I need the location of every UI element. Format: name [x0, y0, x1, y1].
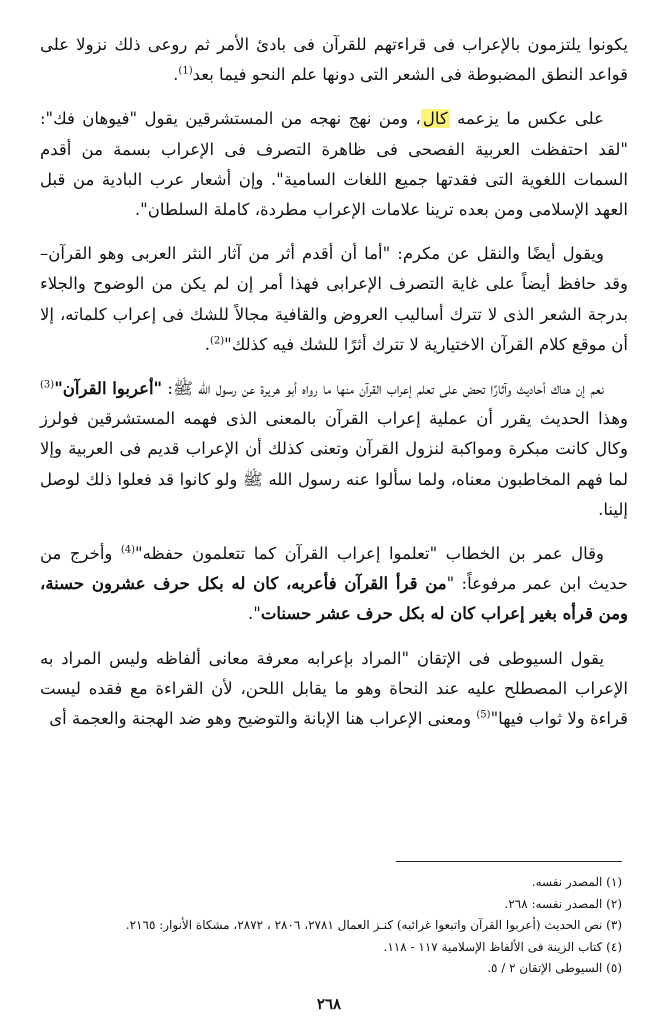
body-text [40, 30, 628, 748]
text-run: يقول السيوطى فى الإتقان "المراد بإعرابه معرفة معانى ألفاظه وليس المراد به الإعراب المصطلح عليه عند النحاة وهو ما يقابل اللحن، لأن القراءة مع فقده ليست قراءة ولا ثواب فيها" [40, 648, 628, 729]
footnote: (٣) نص الحديث (أعربوا القرآن واتبعوا غرائبه) كنـز العمال ٢٧٨١، ٢٨٠٦ ، ٢٨٧٢، مشكاة الأنوار: ٢١٦٥. [125, 918, 622, 932]
text-run: نعم إن هناك أحاديث وآثارًا تحض على تعلم إعراب القرآن منها ما رواه أبو هريرة عن رسول الله ﷺ: [162, 379, 604, 399]
footnote: (١) المصدر نفسه. [531, 875, 622, 889]
bold-text: "أعربوا القرآن" [54, 379, 163, 399]
paragraph [40, 239, 628, 360]
paragraph [40, 374, 628, 525]
footnote-ref: (1) [178, 65, 193, 77]
footnote: (٤) كتاب الزينة فى الألفاظ الإسلامية ١١٧ - ١١٨. [383, 939, 622, 954]
paragraph [40, 30, 628, 90]
footnote: (٥) السيوطى الإتقان ٢ / ٥. [487, 961, 622, 975]
footnotes [62, 872, 622, 980]
text-run: . [204, 334, 210, 354]
text-run: ، ومن نهج نهجه من المستشرقين يقول "فيوهان فك": "لقد احتفظت العربية الفصحى فى ظاهرة التصرف فى الإعراب بسمة من أقدم السمات اللغوية التى فقدتها جميع اللغات السامية". وإن أشعار عرب البادية من قبل العهد الإسلامى ومن بعده ترينا علامات الإعراب مطردة، كاملة السلطان". [40, 109, 628, 220]
text-run: وقال عمر بن الخطاب "تعلموا إعراب القرآن كما تتعلمون حفظه" [135, 544, 604, 564]
footnote: (٢) المصدر نفسه: ٢٦٨. [504, 896, 622, 911]
footnote-divider [396, 861, 622, 862]
text-run: ومعنى الإعراب هنا الإبانة والتوضيح وهو ضد الهجنة والعجمة أى [49, 709, 477, 729]
text-run: وهذا الحديث يقرر أن عملية إعراب القرآن بالمعنى الذى فهمه المستشرقين فولرز وكال كانت مبكرة ومواكبة لنزول القرآن وتعنى كذلك أن الإعراب قديم فى العربية وإلا لما فهم المخاطبون معناه، ولما سألوا عنه رسول الله ﷺ ولو كانوا قد فعلوا ذلك لوصل إلينا. [40, 409, 628, 519]
paragraph [40, 644, 628, 735]
text-run: على عكس ما يزعمه [449, 109, 604, 129]
paragraph [40, 104, 628, 225]
text-run: ويقول أيضًا والنقل عن مكرم: "أما أن أقدم أثر من آثار النثر العربى وهو القرآن– وقد حافظ أيضاً على غاية التصرف الإعرابى فهذا أمر إن لم يكن من الوضوح والجلاء بدرجة الشعر الذى لا تترك أساليب العروض والقافية مجالاً للشك فى إعراب كلماته، إلا أن موقع كلام القرآن الاختيارية لا تترك أثرًا للشك فيه كذلك" [40, 244, 628, 354]
page-number: ٢٦٨ [316, 995, 342, 1013]
bold-text: من قرأ القرآن فأعربه، كان له بكل حرف عشرون حسنة، ومن قرأه بغير إعراب كان له بكل حرف عشر حسنات [40, 574, 628, 624]
footnote-ref: (5) [476, 709, 491, 721]
text-run: يكونوا يلتزمون بالإعراب فى قراءتهم للقرآن فى بادئ الأمر ثم روعى ذلك نزولا على قواعد النطق المضبوطة فى الشعر التى دونها علم النحو فيما بعد [40, 35, 628, 85]
footnote-ref: (2) [209, 335, 225, 347]
text-run: ". [247, 604, 261, 624]
highlighted-text: كال [422, 109, 448, 129]
text-run: وأخرج من حديث ابن عمر مرفوعاً: " [40, 544, 629, 594]
footnote-ref: (3) [40, 379, 55, 391]
paragraph [40, 539, 628, 630]
footnote-ref: (4) [120, 544, 136, 556]
text-run: . [173, 65, 179, 85]
